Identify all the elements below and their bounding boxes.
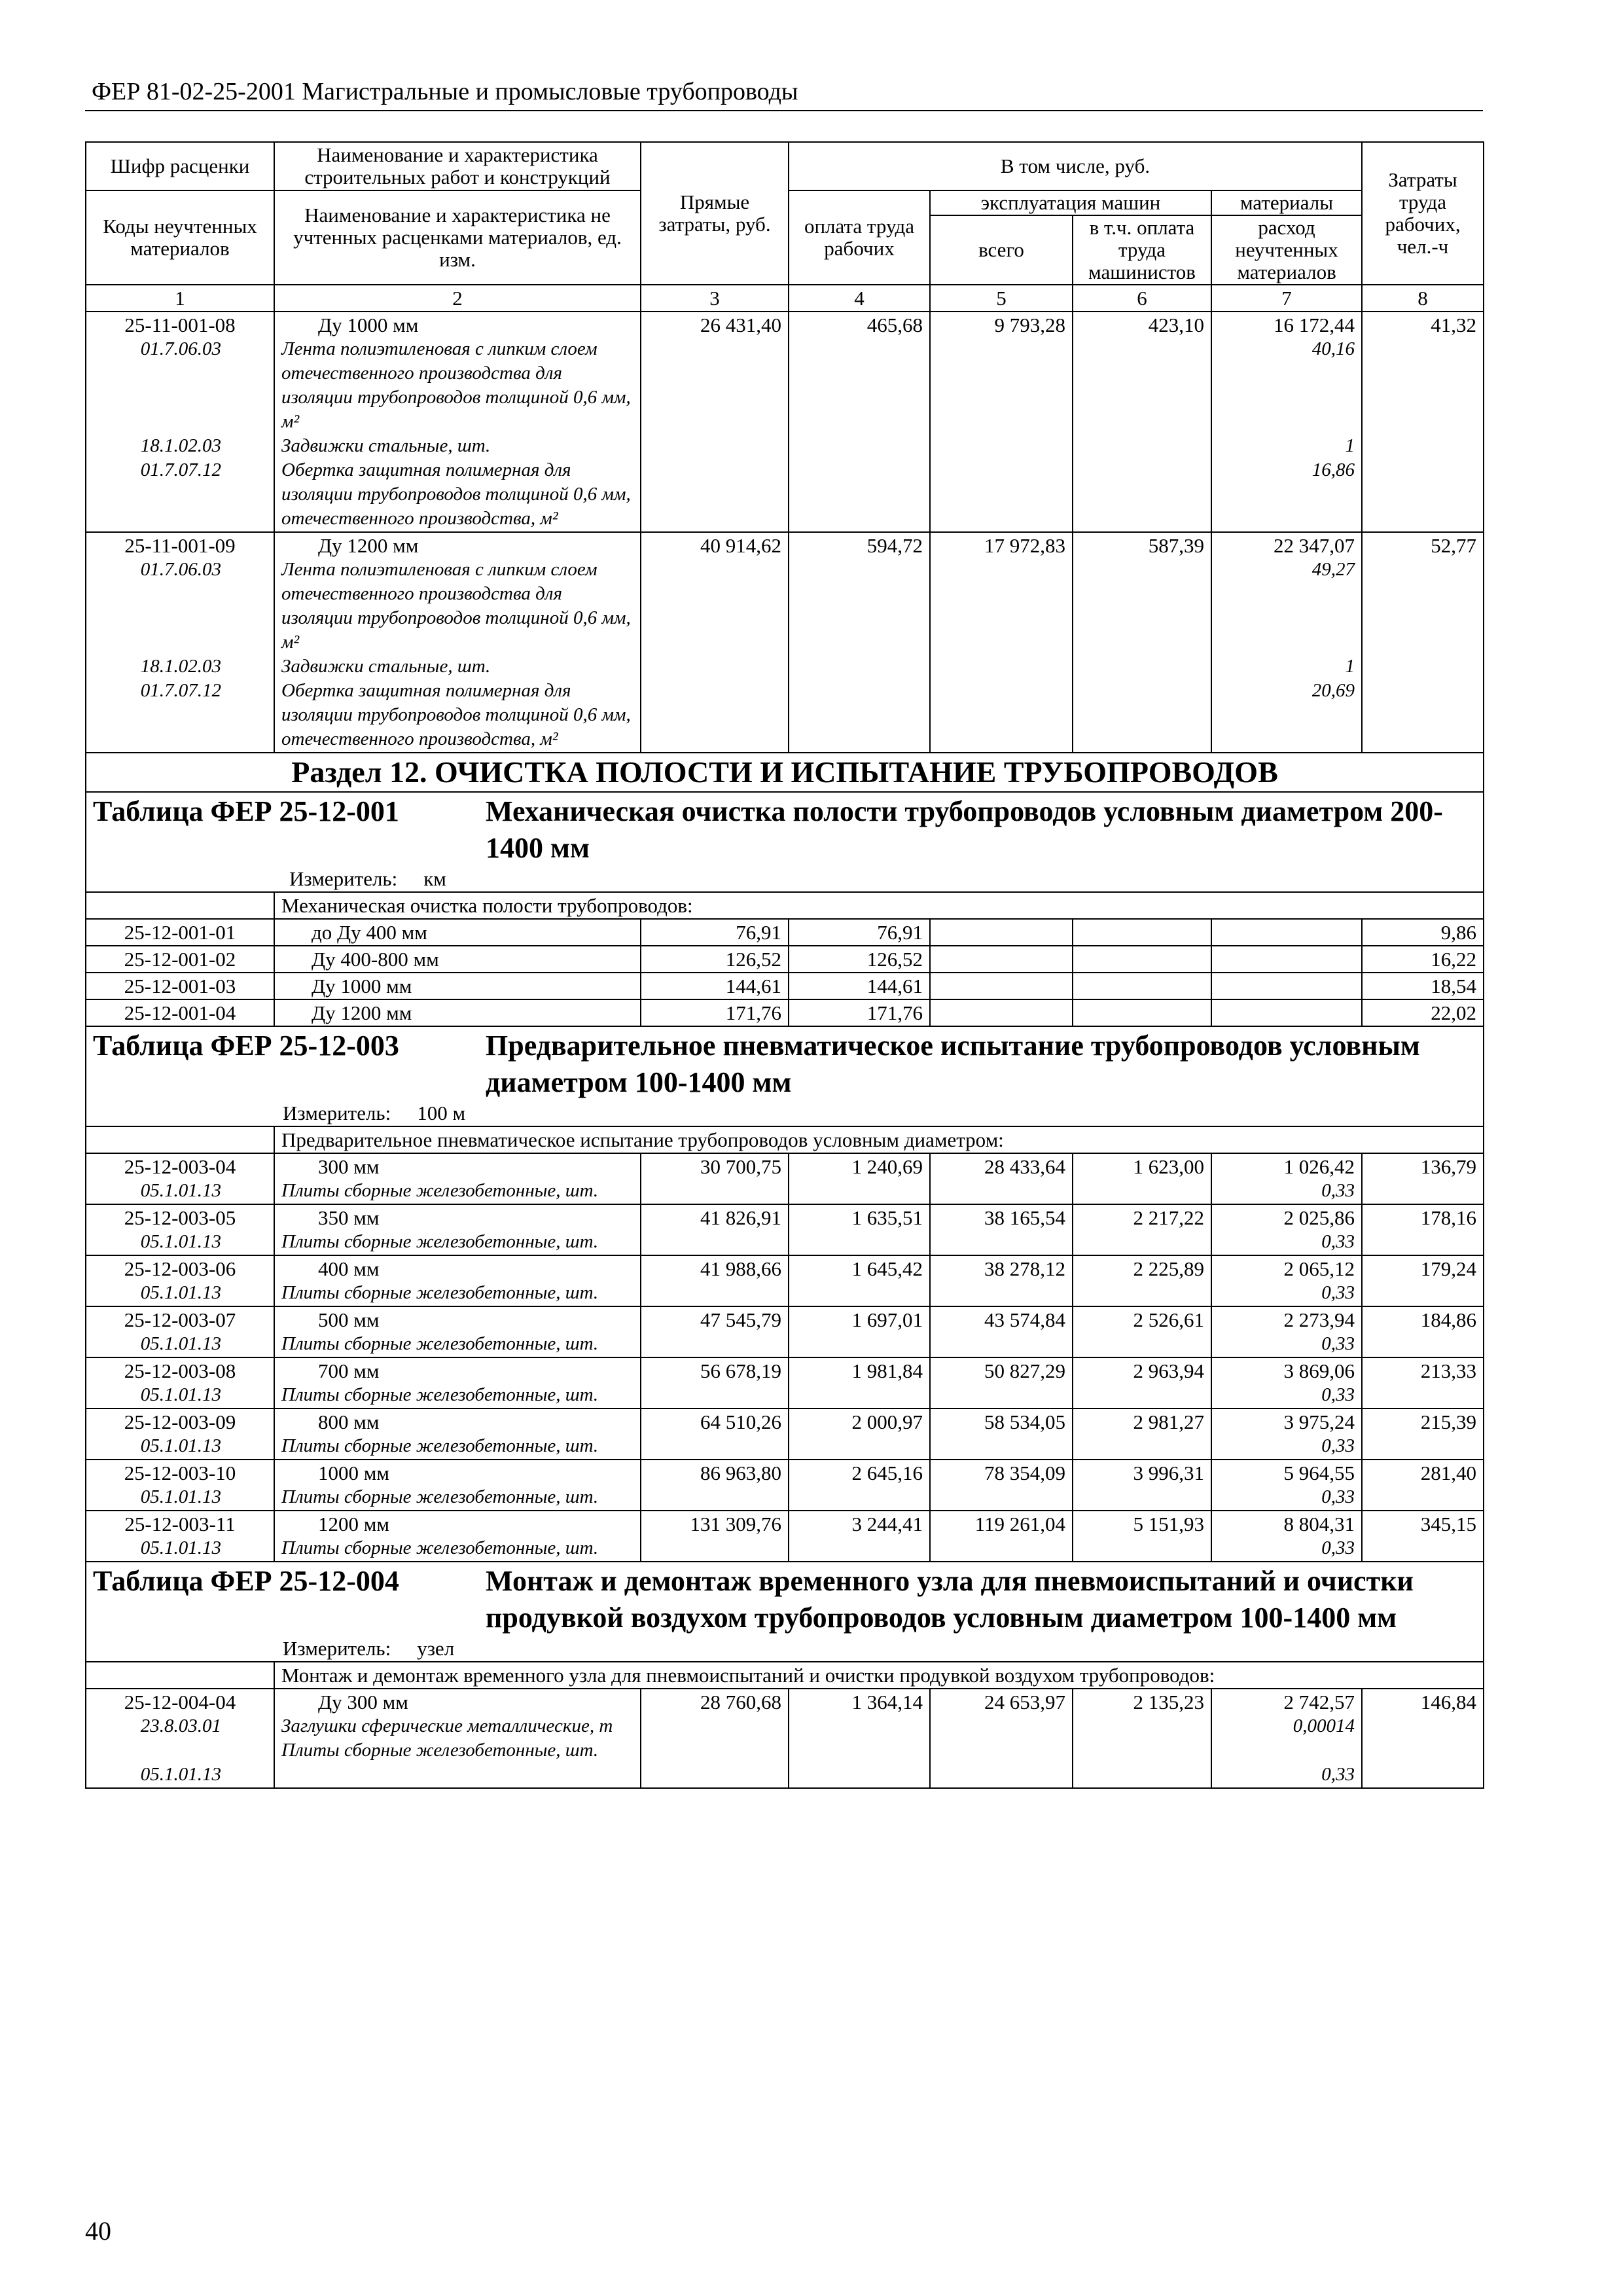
direct-costs: 76,91 xyxy=(641,919,789,946)
table-label: Таблица ФЕР 25-12-001 xyxy=(93,795,399,827)
col2-header: Наименование и характеристика строительных работ и конструкций xyxy=(274,142,641,190)
material-qty: 0,33 xyxy=(1321,1333,1355,1354)
direct-costs: 56 678,19 xyxy=(641,1357,789,1408)
col-num: 7 xyxy=(1211,285,1362,312)
measure-label: Измеритель: xyxy=(283,1637,391,1660)
material-code: 01.7.06.03 xyxy=(140,338,221,359)
measure-unit: км xyxy=(423,867,446,890)
col-num: 4 xyxy=(789,285,930,312)
labor-hours: 52,77 xyxy=(1362,532,1484,753)
name-cell xyxy=(274,1306,641,1357)
material-code: 01.7.06.03 xyxy=(140,559,221,580)
col7-header: расход неучтенных материалов xyxy=(1211,215,1362,285)
work-name: Ду 1000 мм xyxy=(318,314,419,336)
direct-costs: 86 963,80 xyxy=(641,1460,789,1511)
labor-hours: 136,79 xyxy=(1362,1153,1484,1204)
rate-code: 25-12-003-08 xyxy=(124,1359,236,1382)
materials-cost: 5 964,55 xyxy=(1283,1462,1355,1484)
measure-label: Измеритель: xyxy=(289,867,398,890)
incl-header: В том числе, руб. xyxy=(789,142,1362,190)
machinists-pay: 587,39 xyxy=(1073,532,1211,753)
labor-hours: 178,16 xyxy=(1362,1204,1484,1255)
material-name: Плиты сборные железобетонные, шт. xyxy=(281,1333,599,1354)
code-cell xyxy=(86,1357,274,1408)
table-label: Таблица ФЕР 25-12-003 xyxy=(93,1030,399,1062)
labor-hours: 281,40 xyxy=(1362,1460,1484,1511)
table-row xyxy=(86,1460,1484,1511)
materials-cost: 16 172,44 xyxy=(1274,314,1355,336)
direct-costs: 41 988,66 xyxy=(641,1255,789,1306)
group-row xyxy=(86,1126,1484,1153)
table-title: Предварительное пневматическое испытание трубопроводов условным диаметром 100-1400 мм xyxy=(486,1030,1420,1098)
labor-pay: 1 981,84 xyxy=(789,1357,930,1408)
work-name: 350 мм xyxy=(318,1206,380,1229)
labor-hours: 41,32 xyxy=(1362,312,1484,532)
machines-total: 43 574,84 xyxy=(930,1306,1073,1357)
materials-cell xyxy=(1211,1153,1362,1204)
spacer xyxy=(1219,1738,1355,1763)
material-code: 05.1.01.13 xyxy=(140,1764,221,1785)
table-title-row xyxy=(86,1026,1484,1126)
labor-pay: 76,91 xyxy=(789,919,930,946)
direct-costs: 64 510,26 xyxy=(641,1408,789,1460)
machinists-pay: 2 217,22 xyxy=(1073,1204,1211,1255)
rates-table xyxy=(85,141,1484,1789)
machinists-pay: 3 996,31 xyxy=(1073,1460,1211,1511)
table-row xyxy=(86,1204,1484,1255)
materials-cost: 2 273,94 xyxy=(1283,1308,1355,1331)
table-row xyxy=(86,1306,1484,1357)
rate-code: 25-12-003-05 xyxy=(124,1206,236,1229)
rate-code: 25-12-003-09 xyxy=(124,1410,236,1433)
table-title-row xyxy=(86,1562,1484,1662)
labor-pay: 1 697,01 xyxy=(789,1306,930,1357)
table-row xyxy=(86,1357,1484,1408)
direct-costs: 144,61 xyxy=(641,973,789,999)
material-name: Плиты сборные железобетонные, шт. xyxy=(281,1537,599,1558)
table-row xyxy=(86,1511,1484,1562)
work-name: 800 мм xyxy=(318,1410,380,1433)
material-code: 05.1.01.13 xyxy=(140,1333,221,1354)
col-num: 5 xyxy=(930,285,1073,312)
material-code: 18.1.02.03 xyxy=(140,435,221,456)
machines-total: 119 261,04 xyxy=(930,1511,1073,1562)
machines-total: 17 972,83 xyxy=(930,532,1073,753)
table-row xyxy=(86,1689,1484,1788)
material-qty: 0,33 xyxy=(1321,1282,1355,1303)
materials-header: материалы xyxy=(1211,190,1362,215)
col4-header: оплата труда рабочих xyxy=(789,190,930,285)
material-code: 01.7.07.12 xyxy=(140,459,221,480)
labor-pay: 1 240,69 xyxy=(789,1153,930,1204)
direct-costs: 131 309,76 xyxy=(641,1511,789,1562)
code-cell xyxy=(86,1306,274,1357)
material-name: Плиты сборные железобетонные, шт. xyxy=(281,1231,599,1252)
work-name: 1000 мм xyxy=(318,1462,389,1484)
name-cell xyxy=(274,1153,641,1204)
labor-pay: 2 000,97 xyxy=(789,1408,930,1460)
table-row xyxy=(86,532,1484,753)
rate-code: 25-12-004-04 xyxy=(124,1691,236,1713)
labor-hours: 146,84 xyxy=(1362,1689,1484,1788)
machinists-pay: 1 623,00 xyxy=(1073,1153,1211,1204)
col-num: 3 xyxy=(641,285,789,312)
work-name: Ду 1200 мм xyxy=(318,534,419,557)
materials-cost: 3 975,24 xyxy=(1283,1410,1355,1433)
group-row xyxy=(86,1662,1484,1689)
direct-costs: 126,52 xyxy=(641,946,789,973)
material-name: Плиты сборные железобетонные, шт. xyxy=(281,1384,599,1405)
col8-header: Затраты труда рабочих, чел.-ч xyxy=(1362,142,1484,285)
material-qty: 16,86 xyxy=(1311,459,1355,480)
spacer xyxy=(93,1738,267,1763)
material-name: Лента полиэтиленовая с липким слоем отечественного производства для изоляции трубопроводов толщиной 0,6 мм, м² xyxy=(281,559,631,653)
col-num: 8 xyxy=(1362,285,1484,312)
work-name: 500 мм xyxy=(318,1308,380,1331)
material-name: Плиты сборные железобетонные, шт. xyxy=(281,1740,599,1761)
material-code: 05.1.01.13 xyxy=(140,1384,221,1405)
col1-header: Шифр расценки xyxy=(86,142,274,190)
material-code: 05.1.01.13 xyxy=(140,1231,221,1252)
machinists-pay: 2 963,94 xyxy=(1073,1357,1211,1408)
group-title: Механическая очистка полости трубопроводов: xyxy=(274,892,1484,919)
labor-hours: 215,39 xyxy=(1362,1408,1484,1460)
material-qty: 20,69 xyxy=(1311,680,1355,701)
name-cell xyxy=(274,1408,641,1460)
material-code: 05.1.01.13 xyxy=(140,1180,221,1201)
rate-code: 25-11-001-08 xyxy=(124,314,236,336)
work-name: Ду 300 мм xyxy=(318,1691,408,1713)
machinists-pay: 5 151,93 xyxy=(1073,1511,1211,1562)
measure-unit: узел xyxy=(417,1637,455,1660)
work-name: Ду 1200 мм xyxy=(274,999,641,1026)
name-cell xyxy=(274,1460,641,1511)
materials-cell xyxy=(1211,1306,1362,1357)
rate-code: 25-12-003-04 xyxy=(124,1155,236,1178)
labor-hours: 18,54 xyxy=(1362,973,1484,999)
material-qty: 49,27 xyxy=(1311,559,1355,580)
code-cell xyxy=(86,1255,274,1306)
material-name: Плиты сборные железобетонные, шт. xyxy=(281,1282,599,1303)
header-rule xyxy=(85,110,1483,111)
material-qty: 0,33 xyxy=(1321,1435,1355,1456)
work-name: Ду 1000 мм xyxy=(274,973,641,999)
labor-hours: 22,02 xyxy=(1362,999,1484,1026)
code-cell xyxy=(86,1511,274,1562)
material-qty: 0,00014 xyxy=(1293,1715,1355,1736)
col-num: 1 xyxy=(86,285,274,312)
labor-pay: 2 645,16 xyxy=(789,1460,930,1511)
labor-hours: 9,86 xyxy=(1362,919,1484,946)
labor-hours: 213,33 xyxy=(1362,1357,1484,1408)
material-code: 23.8.03.01 xyxy=(140,1715,221,1736)
machinists-pay: 2 526,61 xyxy=(1073,1306,1211,1357)
material-name: Плиты сборные железобетонные, шт. xyxy=(281,1180,599,1201)
rate-code: 25-12-001-03 xyxy=(86,973,274,999)
labor-pay: 144,61 xyxy=(789,973,930,999)
materials-cell xyxy=(1211,1511,1362,1562)
table-row xyxy=(86,973,1484,999)
col-num: 2 xyxy=(274,285,641,312)
material-code: 01.7.07.12 xyxy=(140,680,221,701)
machines-total: 58 534,05 xyxy=(930,1408,1073,1460)
labor-pay: 3 244,41 xyxy=(789,1511,930,1562)
rate-code: 25-12-003-11 xyxy=(124,1513,236,1535)
col2b-header: Наименование и характеристика не учтенных расценками материалов, ед. изм. xyxy=(274,190,641,285)
rate-code: 25-12-001-04 xyxy=(86,999,274,1026)
material-qty: 0,33 xyxy=(1321,1764,1355,1785)
material-code: 18.1.02.03 xyxy=(140,656,221,677)
materials-cost: 2 065,12 xyxy=(1283,1257,1355,1280)
col6-header: в т.ч. оплата труда машинистов xyxy=(1073,215,1211,285)
table-row xyxy=(86,946,1484,973)
machines-total: 38 278,12 xyxy=(930,1255,1073,1306)
code-cell xyxy=(86,1689,274,1788)
materials-cell xyxy=(1211,1357,1362,1408)
labor-pay: 465,68 xyxy=(789,312,930,532)
direct-costs: 30 700,75 xyxy=(641,1153,789,1204)
material-name: Обертка защитная полимерная для изоляции трубопроводов толщиной 0,6 мм, отечественного производства, м² xyxy=(281,459,631,529)
materials-cell xyxy=(1211,1408,1362,1460)
machines-total: 78 354,09 xyxy=(930,1460,1073,1511)
materials-cell xyxy=(1211,1255,1362,1306)
material-code: 05.1.01.13 xyxy=(140,1537,221,1558)
table-row xyxy=(86,1408,1484,1460)
rate-code: 25-12-003-06 xyxy=(124,1257,236,1280)
material-name: Задвижки стальные, шт. xyxy=(281,656,491,677)
materials-cell xyxy=(1211,1460,1362,1511)
code-cell xyxy=(86,1204,274,1255)
name-cell xyxy=(274,1511,641,1562)
group-row xyxy=(86,892,1484,919)
material-qty: 0,33 xyxy=(1321,1537,1355,1558)
work-name: Ду 400-800 мм xyxy=(274,946,641,973)
labor-hours: 179,24 xyxy=(1362,1255,1484,1306)
labor-pay: 1 364,14 xyxy=(789,1689,930,1788)
machinists-pay: 2 225,89 xyxy=(1073,1255,1211,1306)
labor-pay: 1 645,42 xyxy=(789,1255,930,1306)
materials-cost: 2 742,57 xyxy=(1283,1691,1355,1713)
rate-code: 25-12-001-01 xyxy=(86,919,274,946)
machinists-pay: 2 981,27 xyxy=(1073,1408,1211,1460)
direct-costs: 40 914,62 xyxy=(641,532,789,753)
labor-hours: 184,86 xyxy=(1362,1306,1484,1357)
name-cell xyxy=(274,1255,641,1306)
materials-cost: 8 804,31 xyxy=(1283,1513,1355,1535)
group-title: Монтаж и демонтаж временного узла для пневмоиспытаний и очистки продувкой воздухом трубопроводов: xyxy=(274,1662,1484,1689)
work-name: 400 мм xyxy=(318,1257,380,1280)
work-name: 300 мм xyxy=(318,1155,380,1178)
measure-line xyxy=(93,1636,1476,1660)
name-cell xyxy=(274,1204,641,1255)
material-name: Обертка защитная полимерная для изоляции трубопроводов толщиной 0,6 мм, отечественного производства, м² xyxy=(281,680,631,749)
table-title-row xyxy=(86,792,1484,892)
work-name: до Ду 400 мм xyxy=(274,919,641,946)
work-name: 700 мм xyxy=(318,1359,380,1382)
materials-cell xyxy=(1211,1204,1362,1255)
direct-costs: 41 826,91 xyxy=(641,1204,789,1255)
page-header: ФЕР 81-02-25-2001 Магистральные и промысловые трубопроводы xyxy=(92,78,798,105)
materials-cost: 1 026,42 xyxy=(1283,1155,1355,1178)
page-number: 40 xyxy=(85,2216,111,2246)
material-code: 05.1.01.13 xyxy=(140,1282,221,1303)
col5-header: всего xyxy=(930,215,1073,285)
materials-cost: 3 869,06 xyxy=(1283,1359,1355,1382)
machines-total: 24 653,97 xyxy=(930,1689,1073,1788)
table-title-cell xyxy=(86,1562,1484,1662)
materials-cell xyxy=(1211,1689,1362,1788)
empty-cell xyxy=(86,1662,274,1689)
name-cell xyxy=(274,1689,641,1788)
material-name: Задвижки стальные, шт. xyxy=(281,435,491,456)
material-qty: 0,33 xyxy=(1321,1486,1355,1507)
table-row xyxy=(86,999,1484,1026)
table-header-row-1 xyxy=(86,142,1484,190)
col1b-header: Коды неучтенных материалов xyxy=(86,190,274,285)
machines-total: 9 793,28 xyxy=(930,312,1073,532)
labor-pay: 1 635,51 xyxy=(789,1204,930,1255)
code-cell xyxy=(86,1408,274,1460)
material-code: 05.1.01.13 xyxy=(140,1435,221,1456)
table-row xyxy=(86,312,1484,532)
column-numbers-row xyxy=(86,285,1484,312)
measure-label: Измеритель: xyxy=(283,1102,391,1124)
machines-header: эксплуатация машин xyxy=(930,190,1211,215)
material-code: 05.1.01.13 xyxy=(140,1486,221,1507)
machinists-pay: 423,10 xyxy=(1073,312,1211,532)
group-title: Предварительное пневматическое испытание трубопроводов условным диаметром: xyxy=(274,1126,1484,1153)
rate-code: 25-12-003-07 xyxy=(124,1308,236,1331)
work-name: 1200 мм xyxy=(318,1513,389,1535)
col3-header: Прямые затраты, руб. xyxy=(641,142,789,285)
material-qty: 1 xyxy=(1345,435,1355,456)
section-row xyxy=(86,753,1484,792)
materials-cost: 22 347,07 xyxy=(1274,534,1355,557)
measure-unit: 100 м xyxy=(417,1102,466,1124)
material-qty: 40,16 xyxy=(1311,338,1355,359)
labor-hours: 345,15 xyxy=(1362,1511,1484,1562)
table-row xyxy=(86,1153,1484,1204)
machines-total: 28 433,64 xyxy=(930,1153,1073,1204)
machines-total: 50 827,29 xyxy=(930,1357,1073,1408)
labor-pay: 594,72 xyxy=(789,532,930,753)
rate-code: 25-12-003-10 xyxy=(124,1462,236,1484)
material-name: Заглушки сферические металлические, т xyxy=(281,1715,613,1736)
material-name: Плиты сборные железобетонные, шт. xyxy=(281,1435,599,1456)
table-row xyxy=(86,919,1484,946)
direct-costs: 47 545,79 xyxy=(641,1306,789,1357)
machinists-pay: 2 135,23 xyxy=(1073,1689,1211,1788)
direct-costs: 171,76 xyxy=(641,999,789,1026)
material-name: Лента полиэтиленовая с липким слоем отечественного производства для изоляции трубопроводов толщиной 0,6 мм, м² xyxy=(281,338,631,432)
table-title: Монтаж и демонтаж временного узла для пневмоиспытаний и очистки продувкой воздухом трубопроводов условным диаметром 100-1400 мм xyxy=(486,1565,1414,1634)
material-qty: 0,33 xyxy=(1321,1231,1355,1252)
table-row xyxy=(86,1255,1484,1306)
name-cell xyxy=(274,1357,641,1408)
table-title: Механическая очистка полости трубопроводов условным диаметром 200-1400 мм xyxy=(486,795,1443,864)
materials-cost: 2 025,86 xyxy=(1283,1206,1355,1229)
material-qty: 0,33 xyxy=(1321,1180,1355,1201)
direct-costs: 26 431,40 xyxy=(641,312,789,532)
code-cell xyxy=(86,1460,274,1511)
col-num: 6 xyxy=(1073,285,1211,312)
material-name: Плиты сборные железобетонные, шт. xyxy=(281,1486,599,1507)
rate-code: 25-12-001-02 xyxy=(86,946,274,973)
material-qty: 0,33 xyxy=(1321,1384,1355,1405)
table-label: Таблица ФЕР 25-12-004 xyxy=(93,1565,399,1597)
labor-hours: 16,22 xyxy=(1362,946,1484,973)
material-qty: 1 xyxy=(1345,656,1355,677)
machines-total: 38 165,54 xyxy=(930,1204,1073,1255)
labor-pay: 126,52 xyxy=(789,946,930,973)
labor-pay: 171,76 xyxy=(789,999,930,1026)
section-title: Раздел 12. ОЧИСТКА ПОЛОСТИ И ИСПЫТАНИЕ ТРУБОПРОВОДОВ xyxy=(86,753,1484,792)
code-cell xyxy=(86,1153,274,1204)
direct-costs: 28 760,68 xyxy=(641,1689,789,1788)
rate-code: 25-11-001-09 xyxy=(124,534,236,557)
